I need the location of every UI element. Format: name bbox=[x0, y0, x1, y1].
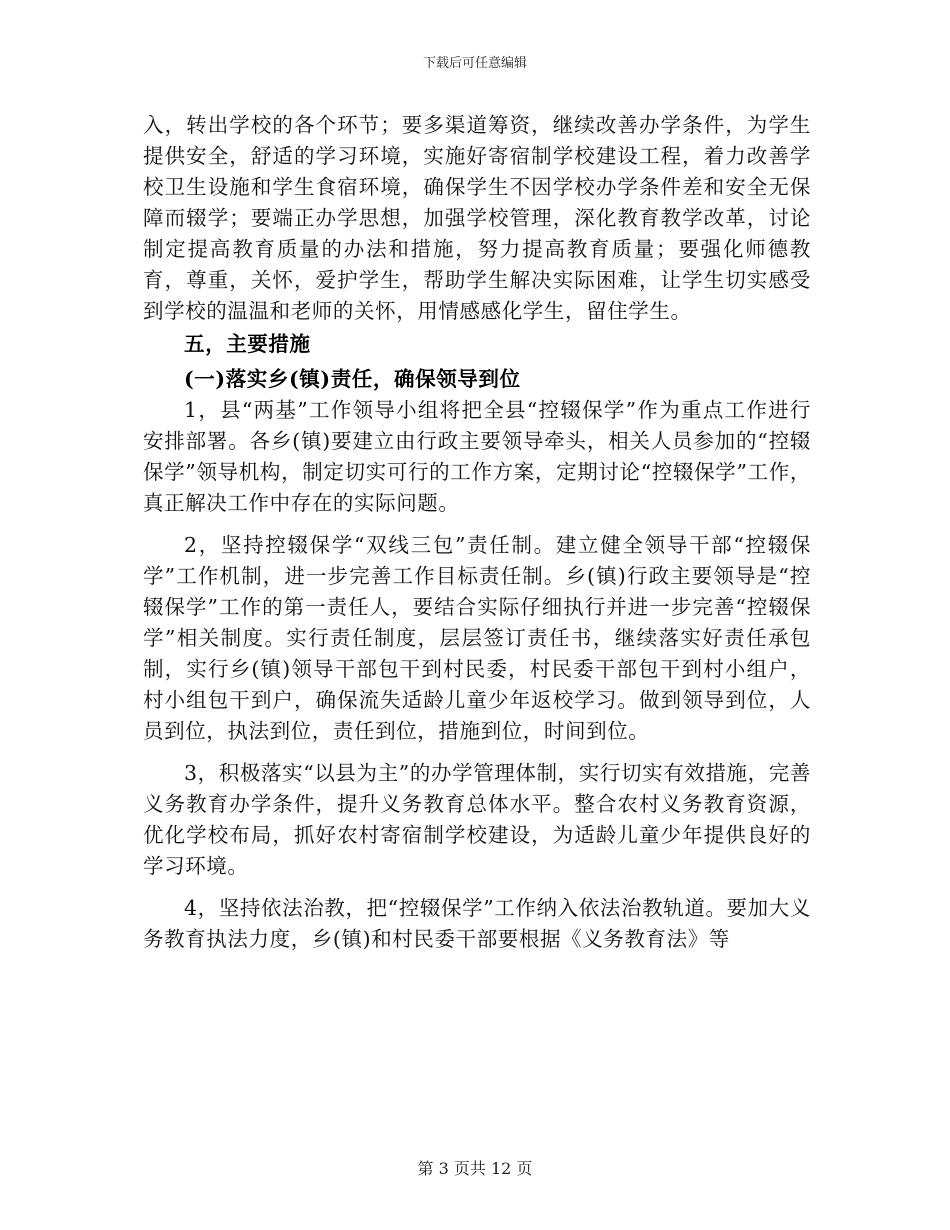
measure-item-4: 4，坚持依法治教，把“控辍保学”工作纳入依法治教轨道。要加大义务教育执法力度，乡(镇)和村民委干部要根据《义务教育法》等 bbox=[143, 896, 811, 951]
header-note: 下载后可任意编辑 bbox=[422, 56, 527, 71]
continuation-paragraph: 入，转出学校的各个环节；要多渠道筹资，继续改善办学条件，为学生提供安全，舒适的学习环境，实施好寄宿制学校建设工程，着力改善学校卫生设施和学生食宿环境，确保学生不因学校办学条件差和安全无保障而辍学；要端正办学思想，加强学校管理，深化教育教学改革，讨论制定提高教育质量的办法和措施，努力提高教育质量；要强化师德教育，尊重，关怀，爱护学生，帮助学生解决实际困难，让学生切实感受到学校的温温和老师的关怀，用情感感化学生，留住学生。 bbox=[143, 113, 811, 323]
sub-heading: (一)落实乡(镇)责任，确保领导到位 bbox=[184, 367, 521, 391]
document-body bbox=[143, 110, 811, 955]
measure-item-2: 2，坚持控辍保学“双线三包”责任制。建立健全领导干部“控辍保学”工作机制，进一步完善工作目标责任制。乡(镇)行政主要领导是“控辍保学”工作的第一责任人，要结合实际仔细执行并进一步完善“控辍保学”相关制度。实行责任制度，层层签订责任书，继续落实好责任承包制，实行乡(镇)领导干部包干到村民委，村民委干部包干到村小组户，村小组包干到户，确保流失适龄儿童少年返校学习。做到领导到位，人员到位，执法到位，责任到位，措施到位，时间到位。 bbox=[143, 533, 811, 743]
measure-item-1: 1，县“两基”工作领导小组将把全县“控辍保学”作为重点工作进行安排部署。各乡(镇)要建立由行政主要领导牵头，相关人员参加的“控辍保学”领导机构，制定切实可行的工作方案，定期讨论“控辍保学”工作，真正解决工作中存在的实际问题。 bbox=[143, 398, 811, 515]
page-number: 第 3 页共 12 页 bbox=[417, 1159, 533, 1178]
measure-item-3: 3，积极落实“以县为主”的办学管理体制，实行切实有效措施，完善义务教育办学条件，提升义务教育总体水平。整合农村义务教育资源，优化学校布局，抓好农村寄宿制学校建设，为适龄儿童少年提供良好的学习环境。 bbox=[143, 761, 811, 878]
section-heading: 五，主要措施 bbox=[184, 332, 311, 356]
